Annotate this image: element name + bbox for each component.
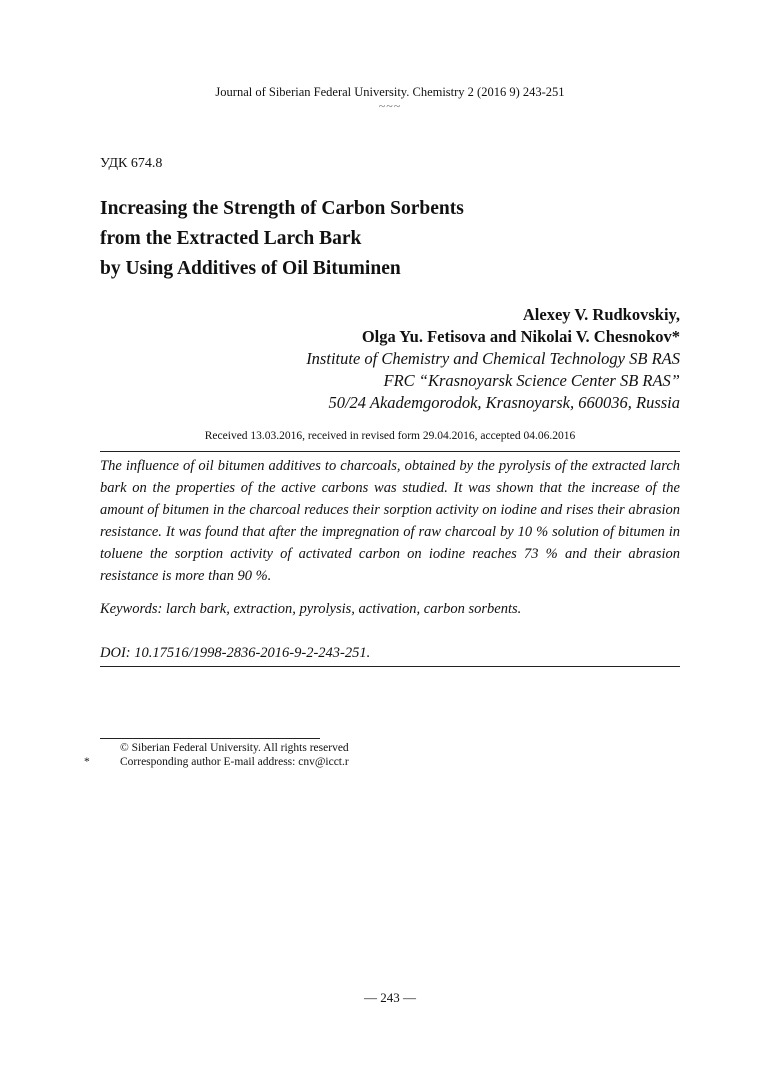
abstract-top-rule <box>100 451 680 452</box>
title-line: Increasing the Strength of Carbon Sorbents <box>100 198 464 219</box>
footnote-corresponding <box>84 755 349 769</box>
doi: DOI: 10.17516/1998-2836-2016-9-2-243-251. <box>100 645 371 661</box>
abstract-bottom-rule <box>100 666 680 667</box>
footnotes <box>84 741 349 769</box>
article-title <box>100 194 680 284</box>
author-line: Alexey V. Rudkovskiy, <box>522 305 680 324</box>
header-ornament: ~~~ <box>378 99 402 113</box>
footnote-corresponding-text: Corresponding author E-mail address: cnv@icct.r <box>120 756 349 768</box>
keywords: Keywords: larch bark, extraction, pyrolysis, activation, carbon sorbents. <box>100 601 522 617</box>
title-line: by Using Additives of Oil Bituminen <box>100 258 401 279</box>
udc-code: УДК 674.8 <box>100 156 163 171</box>
footnote-rule <box>100 738 320 739</box>
author-block <box>306 304 680 414</box>
affiliation-line: FRC “Krasnoyarsk Science Center SB RAS” <box>383 371 680 390</box>
footnote-asterisk: * <box>84 756 90 768</box>
author-line: Olga Yu. Fetisova and Nikolai V. Chesnokov* <box>361 327 680 346</box>
received-dates: Received 13.03.2016, received in revised form 29.04.2016, accepted 04.06.2016 <box>204 430 576 442</box>
page-number: — 243 — <box>364 990 416 1005</box>
journal-header: Journal of Siberian Federal University. Chemistry 2 (2016 9) 243-251 <box>215 85 565 99</box>
abstract: The influence of oil bitumen additives to charcoals, obtained by the pyrolysis of the extracted larch bark on the properties of the active carbons was studied. It was shown that the increase of the amount of bitumen in the charcoal reduces their sorption activity on iodine and rises their abrasion resistance. It was found that after the impregnation of raw charcoal by 10 % solution of bitumen in toluene the sorption activity of activated carbon on iodine reaches 73 % and their abrasion resistance is more than 90 %. <box>100 458 680 584</box>
affiliation-line: 50/24 Akademgorodok, Krasnoyarsk, 660036, Russia <box>328 393 680 412</box>
footnote-copyright-text: © Siberian Federal University. All rights reserved <box>120 742 349 754</box>
footnote-copyright <box>100 741 349 755</box>
title-line: from the Extracted Larch Bark <box>100 228 362 249</box>
affiliation-line: Institute of Chemistry and Chemical Technology SB RAS <box>306 349 680 368</box>
